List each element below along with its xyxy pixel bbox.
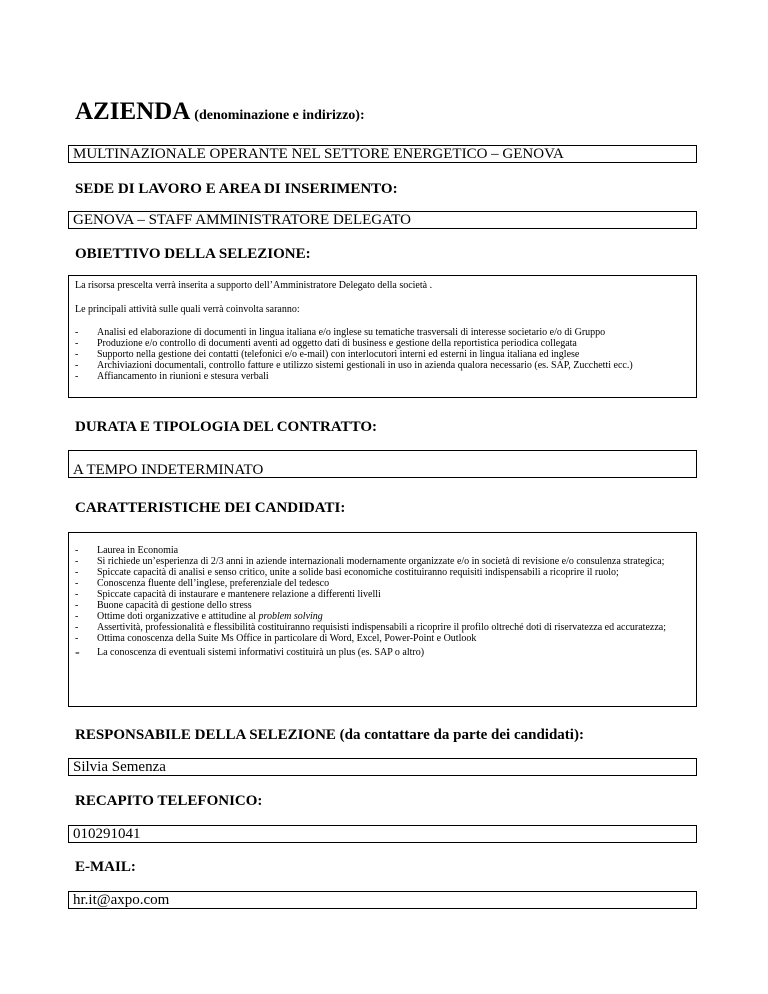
list-item: - Spiccate capacità di analisi e senso critico, unite a solide basi economiche costituiranno requisiti indispensabili a ricoprire il ruolo; (75, 567, 693, 578)
list-item: - Ottima conoscenza della Suite Ms Office in particolare di Word, Excel, Power-Point e Outlook (75, 633, 693, 644)
list-item: - Assertività, professionalità e flessibilità costituiranno requisisti indispensabili a ricoprire il profilo oltreché doti di riservatezza ed accuratezza; (75, 622, 693, 633)
list-item-text: Ottime doti organizzative e attitudine al (97, 611, 259, 622)
objective-list (75, 327, 693, 382)
location-heading: SEDE DI LAVORO E AREA DI INSERIMENTO: (75, 181, 398, 197)
list-item: - Buone capacità di gestione dello stress (75, 600, 693, 611)
objective-intro: La risorsa prescelta verrà inserita a supporto dell’Amministratore Delegato della società . (75, 280, 433, 291)
list-item: - Supporto nella gestione dei contatti (telefonici e/o e-mail) con interlocutori interni ed esterni in lingua italiana ed inglese (75, 349, 693, 360)
email-field: hr.it@axpo.com (68, 891, 697, 909)
company-heading (75, 98, 365, 126)
list-item: - Produzione e/o controllo di documenti aventi ad oggetto dati di business e gestione della reportistica periodica collegata (75, 338, 693, 349)
objective-activities-intro: Le principali attività sulle quali verrà coinvolta saranno: (75, 304, 300, 315)
contract-value: A TEMPO INDETERMINATO (73, 462, 264, 478)
responsible-heading: RESPONSABILE DELLA SELEZIONE (da contattare da parte dei candidati): (75, 727, 584, 743)
company-heading-note: (denominazione e indirizzo): (194, 108, 365, 123)
list-item: - Affiancamento in riunioni e stesura verbali (75, 371, 693, 382)
list-item: - Spiccate capacità di instaurare e mantenere relazione a differenti livelli (75, 589, 693, 600)
candidates-list (75, 545, 693, 658)
contract-field (68, 450, 697, 478)
list-item: - Conoscenza fluente dell’inglese, preferenziale del tedesco (75, 578, 693, 589)
phone-field: 010291041 (68, 825, 697, 843)
phone-heading: RECAPITO TELEFONICO: (75, 793, 263, 809)
list-item: - Si richiede un’esperienza di 2/3 anni in aziende internazionali modernamente organizzate e/o in società di revisione e/o consulenza strategica; (75, 556, 693, 567)
candidates-heading: CARATTERISTICHE DEI CANDIDATI: (75, 500, 346, 516)
list-item: - La conoscenza di eventuali sistemi informativi costituirà un plus (es. SAP o altro) (75, 647, 693, 658)
objective-box (68, 275, 697, 398)
list-item: - Analisi ed elaborazione di documenti in lingua italiana e/o inglese su tematiche trasversali di interesse societario e/o di Gruppo (75, 327, 693, 338)
location-field: GENOVA – STAFF AMMINISTRATORE DELEGATO (68, 211, 697, 229)
responsible-field: Silvia Semenza (68, 758, 697, 776)
company-field: MULTINAZIONALE OPERANTE NEL SETTORE ENERGETICO – GENOVA (68, 145, 697, 163)
list-item: - Laurea in Economia (75, 545, 693, 556)
candidates-box (68, 532, 697, 707)
email-heading: E-MAIL: (75, 859, 136, 875)
list-item (75, 611, 693, 622)
objective-heading: OBIETTIVO DELLA SELEZIONE: (75, 246, 311, 262)
list-item: - Archiviazioni documentali, controllo fatture e utilizzo sistemi gestionali in uso in azienda qualora necessario (es. SAP, Zucchetti ecc.) (75, 360, 693, 371)
list-item-italic: problem solving (258, 611, 323, 622)
company-heading-label: AZIENDA (75, 98, 191, 125)
contract-heading: DURATA E TIPOLOGIA DEL CONTRATTO: (75, 419, 378, 435)
